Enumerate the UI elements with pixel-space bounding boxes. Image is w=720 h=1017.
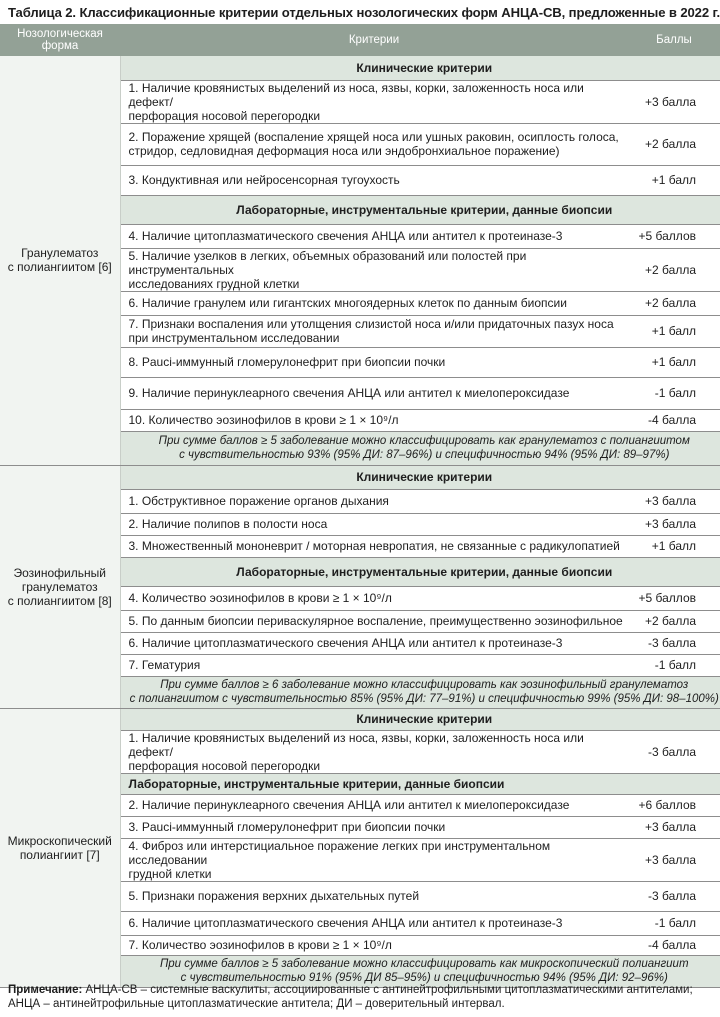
table-body xyxy=(0,56,720,987)
text-line: 6. Наличие гранулем или гигантских многоядерных клеток по данным биопсии xyxy=(128,296,567,310)
text-line: с полиангиитом [6] xyxy=(7,260,112,275)
criterion-points: +1 балл xyxy=(628,535,720,557)
footnote xyxy=(8,983,716,1011)
criterion-points: +1 балл xyxy=(628,315,720,347)
text-line: 4. Фиброз или интерстициальное поражение легких при инструментальном исследовании xyxy=(128,838,551,867)
criterion-points: +5 баллов xyxy=(628,224,720,248)
text-line: 3. Кондуктивная или нейросенсорная тугоухость xyxy=(128,173,400,187)
footnote-line1: АНЦА-СВ – системные васкулиты, ассоциированные с антинейтрофильными цитоплазматическими антителами; xyxy=(82,984,693,996)
criterion-points: +3 балла xyxy=(628,513,720,535)
criterion-points: -4 балла xyxy=(628,409,720,431)
summary-line: При сумме баллов ≥ 5 заболевание можно классифицировать как гранулематоз с полиангиитом xyxy=(158,435,690,447)
criterion-text xyxy=(120,816,628,838)
criterion-text xyxy=(120,586,628,610)
text-line: 5. Наличие узелков в легких, объемных образований или полостей при инструментальных xyxy=(128,248,527,277)
criterion-points: -3 балла xyxy=(628,632,720,654)
text-line: перфорация носовой перегородки xyxy=(128,758,321,773)
section-title-clinical: Клинические критерии xyxy=(120,465,720,489)
criterion-text xyxy=(120,535,628,557)
summary-line: с чувствительностью 91% (95% ДИ 85–95%) и специфичностью 94% (95% ДИ: 92–96%) xyxy=(180,972,668,984)
section-title-lab: Лабораторные, инструментальные критерии, данные биопсии xyxy=(120,195,720,224)
criterion-text xyxy=(120,513,628,535)
criterion-text xyxy=(120,794,628,816)
header-form-line1: Нозологическая xyxy=(17,28,103,40)
summary-line: При сумме баллов ≥ 6 заболевание можно классифицировать как эозинофильный гранулематоз xyxy=(160,679,689,691)
criterion-text xyxy=(120,165,628,195)
text-line: 6. Наличие цитоплазматического свечения АНЦА или антител к протеиназе-3 xyxy=(128,916,563,930)
criterion-points: -4 балла xyxy=(628,935,720,955)
criterion-points: -3 балла xyxy=(628,881,720,911)
criterion-points: +6 баллов xyxy=(628,794,720,816)
text-line: исследованиях грудной клетки xyxy=(128,276,300,291)
text-line: 7. Признаки воспаления или утолщения слизистой носа и/или придаточных пазух носа xyxy=(128,317,614,331)
footnote-line2: АНЦА – антинейтрофильные цитоплазматические антитела; ДИ – доверительный интервал. xyxy=(8,998,505,1010)
section-title-clinical: Клинические критерии xyxy=(120,708,720,730)
table-caption: Таблица 2. Классификационные критерии отдельных нозологических форм АНЦА-СВ, предложенные в 2022 г. xyxy=(8,5,720,20)
text-line: при инструментальном исследовании xyxy=(128,331,340,345)
criterion-text xyxy=(120,409,628,431)
text-line: 1. Наличие кровянистых выделений из носа, язвы, корки, заложенность носа или дефект/ xyxy=(128,730,584,759)
text-line: перфорация носовой перегородки xyxy=(128,108,321,123)
text-line: 1. Наличие кровянистых выделений из носа, язвы, корки, заложенность носа или дефект/ xyxy=(128,80,584,109)
criterion-text xyxy=(120,610,628,632)
text-line: 1. Обструктивное поражение органов дыхания xyxy=(128,494,389,508)
criterion-text xyxy=(120,80,628,123)
criteria-table xyxy=(0,24,720,988)
criterion-text xyxy=(120,838,628,881)
criterion-text xyxy=(120,935,628,955)
criterion-text xyxy=(120,347,628,377)
header-criteria: Критерии xyxy=(120,24,628,56)
summary-line: с полиангиитом с чувствительностью 85% (95% ДИ: 77–91%) и специфичностью 99% (95% ДИ: 98–100%) xyxy=(129,693,719,705)
criterion-text xyxy=(120,881,628,911)
section-title-lab: Лабораторные, инструментальные критерии, данные биопсии xyxy=(120,773,720,794)
text-line: стридор, седловидная деформация носа или эндобронхиальное поражение) xyxy=(128,144,560,158)
criterion-text xyxy=(120,489,628,513)
criterion-text xyxy=(120,911,628,935)
section-title-lab: Лабораторные, инструментальные критерии, данные биопсии xyxy=(120,557,720,586)
text-line: 6. Наличие цитоплазматического свечения АНЦА или антител к протеиназе-3 xyxy=(128,636,563,650)
text-line: 5. По данным биопсии периваскулярное воспаление, преимущественно эозинофильное xyxy=(128,614,623,628)
criterion-points: -1 балл xyxy=(628,654,720,676)
text-line: 10. Количество эозинофилов в крови ≥ 1 × 10⁹/л xyxy=(128,413,399,427)
criterion-text xyxy=(120,123,628,165)
text-line: 5. Признаки поражения верхних дыхательных путей xyxy=(128,889,420,903)
text-line: 4. Наличие цитоплазматического свечения АНЦА или антител к протеиназе-3 xyxy=(128,229,563,243)
criterion-points: +3 балла xyxy=(628,816,720,838)
text-line: 4. Количество эозинофилов в крови ≥ 1 × 10⁹/л xyxy=(128,591,392,605)
classification-summary xyxy=(120,676,720,708)
header-points: Баллы xyxy=(628,24,720,56)
criterion-points: +2 балла xyxy=(628,248,720,291)
nosological-form xyxy=(0,465,120,708)
text-line: Эозинофильный xyxy=(13,565,106,580)
text-line: 9. Наличие перинуклеарного свечения АНЦА или антител к миелопероксидазе xyxy=(128,386,570,400)
criterion-text xyxy=(120,224,628,248)
text-line: полиангиит [7] xyxy=(19,847,100,862)
text-line: 3. Множественный мононеврит / моторная невропатия, не связанные с радикулопатией xyxy=(128,539,620,553)
criterion-points: +2 балла xyxy=(628,610,720,632)
header-form xyxy=(0,24,120,56)
section-title-row xyxy=(0,56,720,80)
criterion-points: +1 балл xyxy=(628,347,720,377)
criterion-points: +1 балл xyxy=(628,165,720,195)
criterion-text xyxy=(120,291,628,315)
table-header-row xyxy=(0,24,720,56)
text-line: грудной клетки xyxy=(128,866,212,881)
criterion-points: -1 балл xyxy=(628,911,720,935)
text-line: гранулематоз xyxy=(21,579,98,594)
section-title-row xyxy=(0,708,720,730)
text-line: 2. Наличие полипов в полости носа xyxy=(128,517,328,531)
text-line: 8. Pauci-иммунный гломерулонефрит при биопсии почки xyxy=(128,355,446,369)
criterion-text xyxy=(120,730,628,773)
text-line: 7. Гематурия xyxy=(128,658,201,672)
text-line: Микроскопический xyxy=(7,833,112,848)
text-line: Гранулематоз xyxy=(21,246,99,261)
text-line: 7. Количество эозинофилов в крови ≥ 1 × 10⁹/л xyxy=(128,938,392,952)
criterion-text xyxy=(120,315,628,347)
summary-line: При сумме баллов ≥ 5 заболевание можно классифицировать как микроскопический полиангиит xyxy=(159,958,689,970)
section-title-row xyxy=(0,465,720,489)
nosological-form xyxy=(0,56,120,465)
section-title-clinical: Клинические критерии xyxy=(120,56,720,80)
criterion-points: +5 баллов xyxy=(628,586,720,610)
summary-line: с чувствительностью 93% (95% ДИ: 87–96%) и специфичностью 94% (95% ДИ: 89–97%) xyxy=(179,449,670,461)
criterion-points: -3 балла xyxy=(628,730,720,773)
criterion-points: +2 балла xyxy=(628,291,720,315)
criterion-points: +3 балла xyxy=(628,80,720,123)
criterion-points: -1 балл xyxy=(628,377,720,409)
criterion-text xyxy=(120,248,628,291)
text-line: 2. Наличие перинуклеарного свечения АНЦА или антител к миелопероксидазе xyxy=(128,798,570,812)
criterion-points: +2 балла xyxy=(628,123,720,165)
footnote-label: Примечание: xyxy=(8,984,83,996)
criterion-text xyxy=(120,632,628,654)
text-line: 2. Поражение хрящей (воспаление хрящей носа или ушных раковин, осиплость голоса, xyxy=(128,130,619,144)
criterion-points: +3 балла xyxy=(628,489,720,513)
header-form-line2: форма xyxy=(41,40,79,52)
criterion-points: +3 балла xyxy=(628,838,720,881)
classification-summary xyxy=(120,431,720,465)
text-line: 3. Pauci-иммунный гломерулонефрит при биопсии почки xyxy=(128,820,446,834)
nosological-form xyxy=(0,708,120,987)
criterion-text xyxy=(120,377,628,409)
criterion-text xyxy=(120,654,628,676)
text-line: с полиангиитом [8] xyxy=(7,593,112,608)
